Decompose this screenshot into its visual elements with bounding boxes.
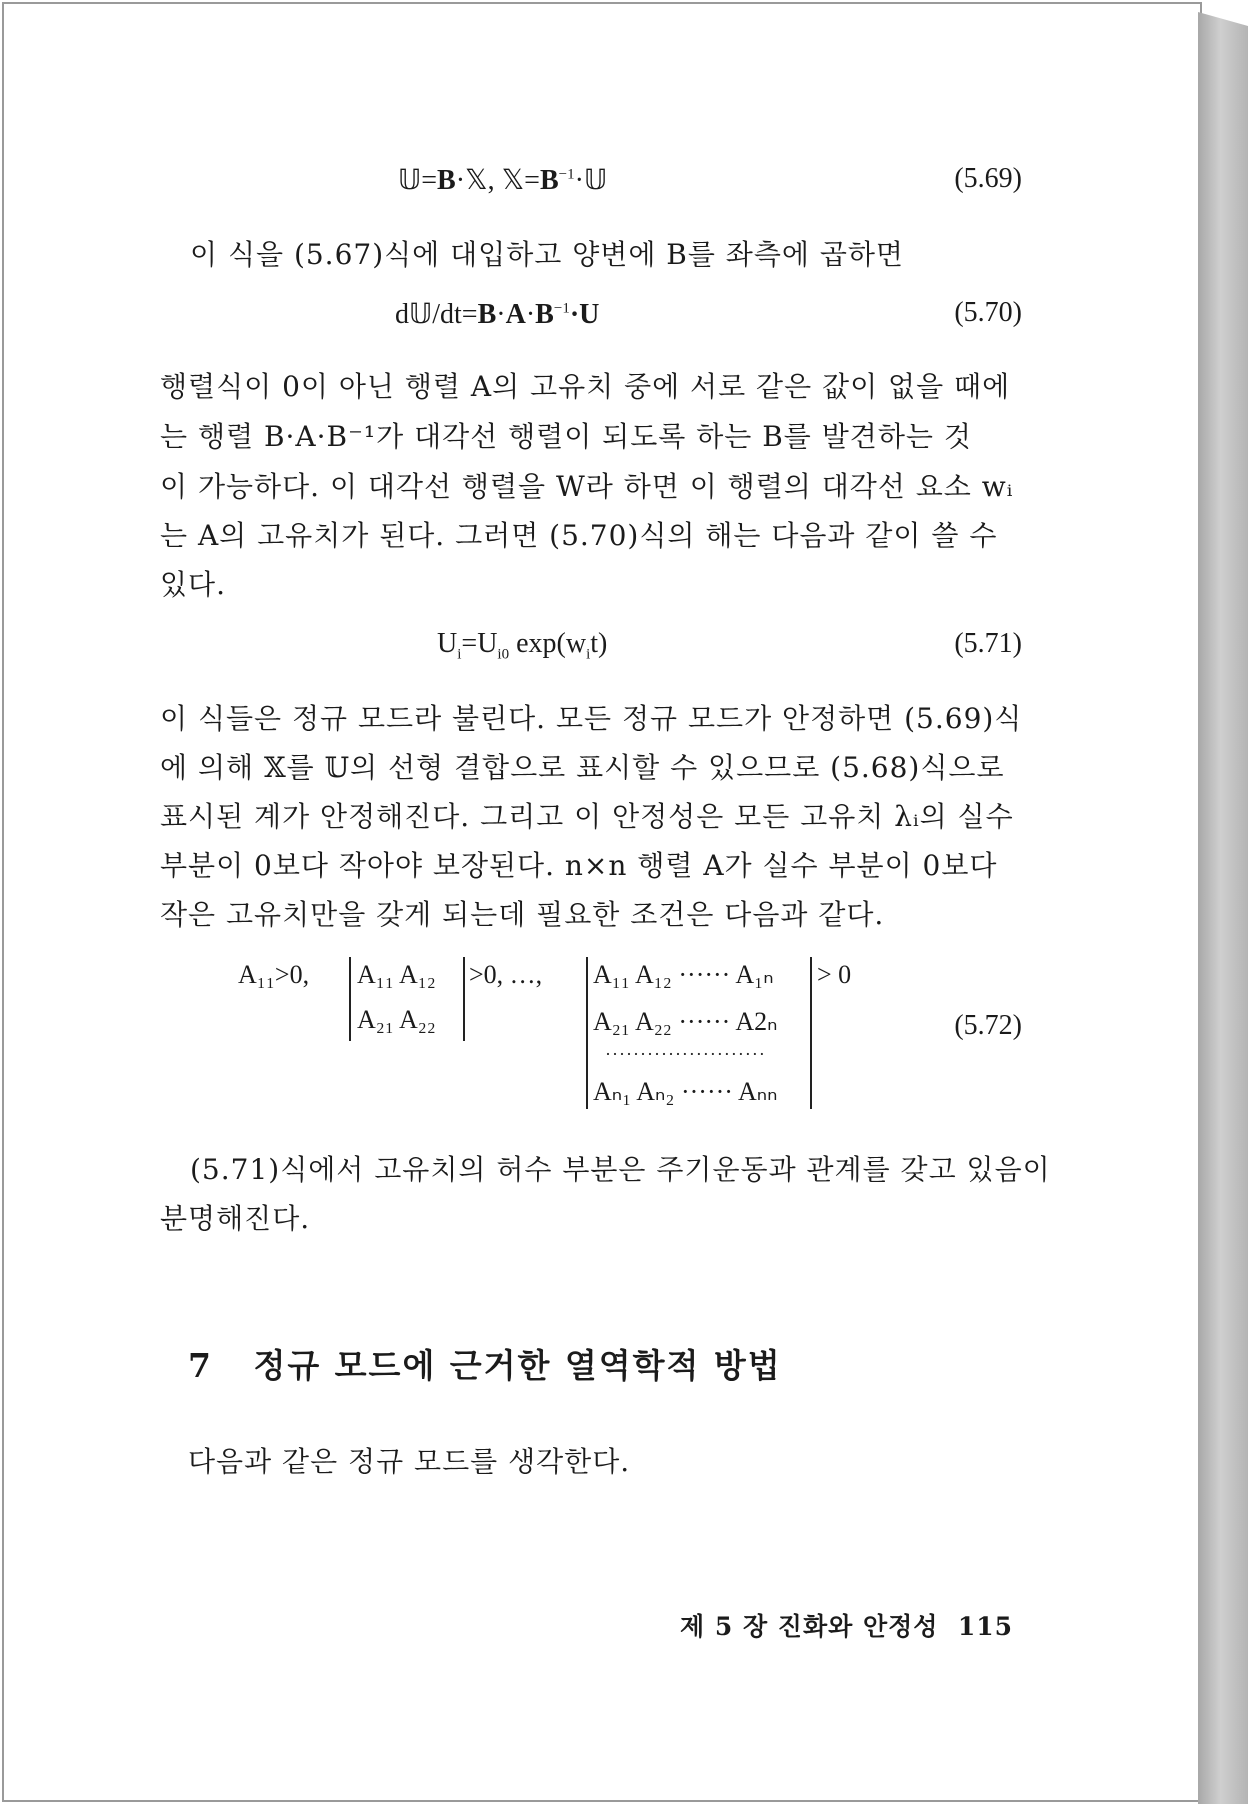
eq-part: ·U (569, 299, 600, 330)
equation-number: (5.71) (954, 628, 1022, 659)
eq-part: i0 (497, 646, 510, 663)
equation-5-69 (398, 163, 607, 197)
paragraph-line: 는 행렬 B·A·B⁻¹가 대각선 행렬이 되도록 하는 B를 발견하는 것 (160, 420, 972, 453)
chapter-title: 제 5 장 진화와 안정성 (680, 1612, 939, 1641)
paragraph-line: 작은 고유치만을 갖게 되는데 필요한 조건은 다음과 같다. (160, 898, 885, 931)
paragraph-line: 분명해진다. (160, 1202, 311, 1235)
determinant-nxn-row: Aₙ₁ Aₙ₂ ······ Aₙₙ (593, 1077, 778, 1106)
paragraph-line: 에 의해 𝕏를 𝕌의 선형 결합으로 표시할 수 있으므로 (5.68)식으로 (160, 751, 1005, 784)
eq-part: B (477, 299, 497, 330)
paragraph-line: 있다. (160, 568, 226, 601)
section-heading (188, 1340, 782, 1387)
eq-part: · (496, 299, 506, 330)
paragraph-line: 이 식을 (5.67)식에 대입하고 양변에 B를 좌측에 곱하면 (190, 238, 904, 271)
determinant-bar (586, 957, 588, 1109)
eq-part: exp(w (509, 628, 587, 659)
eq-part: t) (590, 628, 608, 659)
determinant-2x2-row: A₁₁ A₁₂ (357, 960, 436, 989)
determinant-bar (349, 957, 351, 1041)
running-footer (680, 1607, 1013, 1643)
eq-part: −1 (553, 300, 570, 317)
determinant-2x2-row: A₂₁ A₂₂ (357, 1005, 436, 1034)
eq-part: 𝕌= (398, 165, 438, 196)
paragraph-line: 부분이 0보다 작아야 보장된다. n×n 행렬 A가 실수 부분이 0보다 (160, 849, 998, 882)
eq-part: U (437, 628, 458, 659)
paragraph-line: 이 가능하다. 이 대각선 행렬을 W라 하면 이 행렬의 대각선 요소 wᵢ (160, 470, 1014, 503)
eq-part: ·𝕏, 𝕏= (455, 165, 540, 196)
paragraph-line: 이 식들은 정규 모드라 불린다. 모든 정규 모드가 안정하면 (5.69)식 (160, 702, 1023, 735)
equation-number: (5.69) (954, 163, 1022, 194)
paragraph-line: (5.71)식에서 고유치의 허수 부분은 주기운동과 관계를 갖고 있음이 (190, 1153, 1051, 1186)
section-title: 정규 모드에 근거한 열역학적 방법 (253, 1346, 782, 1385)
determinant-bar (810, 957, 812, 1109)
paragraph-line: 표시된 계가 안정해진다. 그리고 이 안정성은 모든 고유치 λᵢ의 실수 (160, 800, 1014, 833)
eq-part: A (505, 299, 526, 330)
eq-part: · (525, 299, 536, 330)
eq-part: =U (461, 628, 498, 659)
paragraph-line: 는 A의 고유치가 된다. 그러면 (5.70)식의 해는 다음과 같이 쓸 수 (160, 519, 998, 552)
determinant-tail: > 0 (817, 960, 852, 989)
determinant-nxn-row: A₂₁ A₂₂ ······ A2ₙ (593, 1007, 778, 1036)
equation-5-71 (437, 628, 607, 664)
page-number: 115 (957, 1612, 1014, 1641)
paragraph-line: 행렬식이 0이 아닌 행렬 A의 고유치 중에 서로 같은 값이 없을 때에 (160, 370, 1011, 403)
eq-part: i (586, 646, 591, 663)
determinant-bar (463, 957, 465, 1041)
determinant-dots: ······················· (605, 1044, 766, 1064)
eq-part: B (539, 165, 559, 196)
determinant-nxn-row: A₁₁ A₁₂ ······ A₁ₙ (593, 960, 774, 989)
equation-5-70 (395, 297, 599, 331)
determinant-a11: A₁₁>0, (238, 960, 310, 989)
equation-number: (5.70) (954, 297, 1022, 328)
paragraph-line: 다음과 같은 정규 모드를 생각한다. (188, 1445, 631, 1478)
determinant-tail: >0, …, (469, 960, 543, 989)
equation-number: (5.72) (954, 1010, 1022, 1041)
eq-part: B (535, 299, 554, 330)
eq-part: i (457, 646, 462, 663)
eq-part: d𝕌/dt= (395, 299, 478, 330)
eq-part: ·𝕌 (574, 165, 608, 196)
eq-part: −1 (558, 166, 575, 183)
eq-part: B (437, 165, 456, 196)
section-number: 7 (188, 1346, 213, 1385)
